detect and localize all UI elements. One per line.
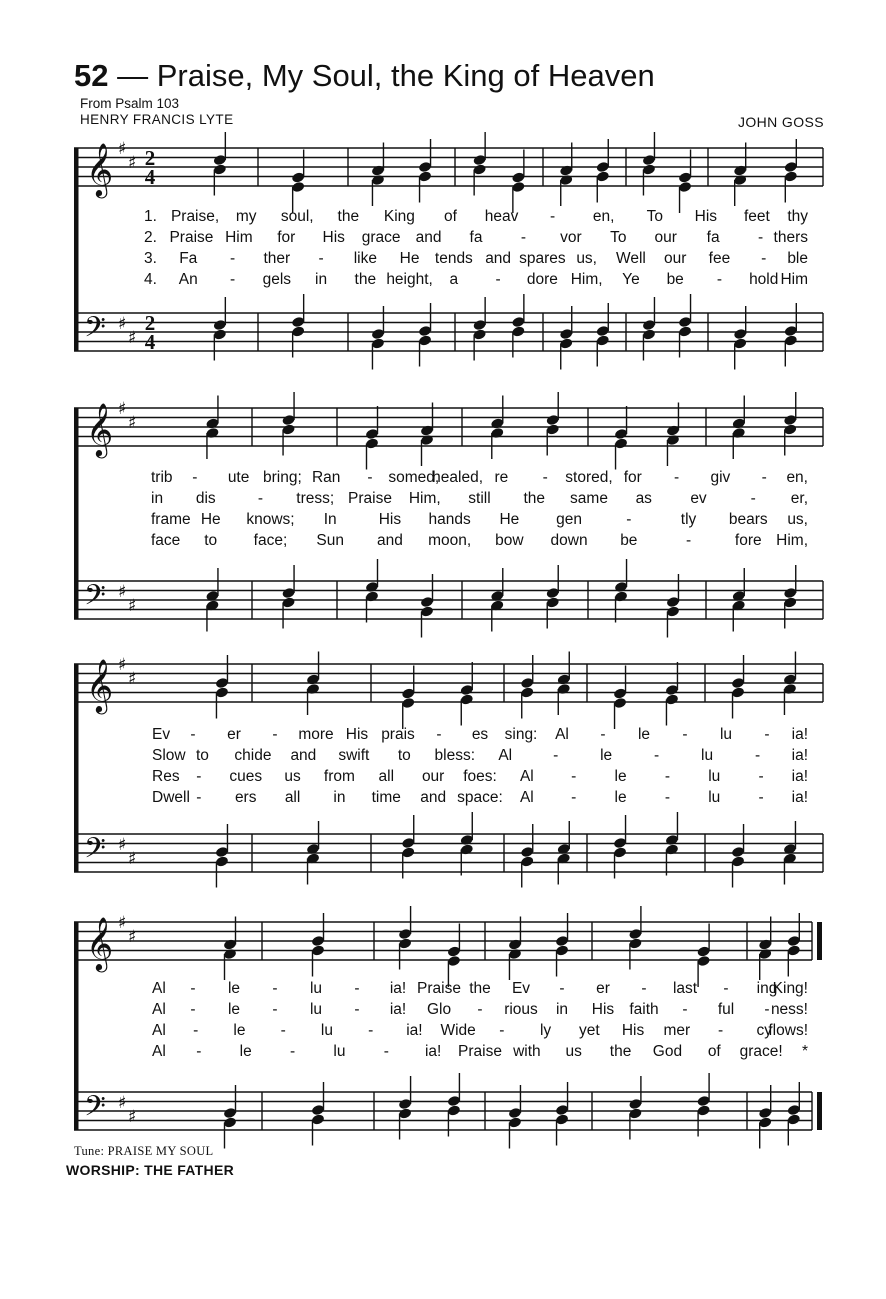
sharp-sign: ♯ <box>118 913 127 933</box>
lyric-syllable: God <box>652 1043 683 1060</box>
lyric-syllable: ia! <box>791 747 808 764</box>
lyric-syllable: heav <box>484 208 519 225</box>
text-author: HENRY FRANCIS LYTE <box>80 112 234 127</box>
lyric-syllable: and <box>415 229 442 246</box>
lyric-syllable: - <box>368 1022 374 1039</box>
lyric-syllable: cues <box>229 768 263 785</box>
lyric-syllable: swift <box>338 747 370 764</box>
lyric-syllable: like <box>353 250 377 267</box>
lyric-syllable: er <box>227 726 241 743</box>
lyric-syllable: the <box>609 1043 632 1060</box>
sharp-sign: ♯ <box>118 139 127 159</box>
lyric-syllable: - <box>761 469 767 486</box>
lyric-syllable: us, <box>576 250 598 267</box>
music-composer: JOHN GOSS <box>737 114 824 130</box>
title-dash: — <box>117 58 149 93</box>
lyric-syllable: ia! <box>424 1043 442 1060</box>
lyric-syllable: Ye <box>622 271 640 288</box>
lyric-syllable: He <box>499 511 520 528</box>
lyric-syllable: - <box>723 980 729 997</box>
lyric-syllable: be <box>666 271 684 288</box>
lyric-syllable: le <box>233 1022 246 1039</box>
lyric-syllable: - <box>280 1022 286 1039</box>
lyric-syllable: - <box>626 511 632 528</box>
lyric-syllable: - <box>764 1001 770 1018</box>
lyric-syllable: - <box>318 250 324 267</box>
lyric-syllable: - <box>654 747 660 764</box>
lyric-syllable: spares <box>519 250 566 267</box>
lyric-syllable: gels <box>262 271 292 288</box>
lyric-syllable: Wide <box>440 1022 476 1039</box>
lyric-syllable: * <box>801 1043 808 1060</box>
lyric-syllable: foes: <box>463 768 497 785</box>
lyric-syllable: - <box>367 469 373 486</box>
lyric-syllable: space: <box>457 789 503 806</box>
sharp-sign: ♯ <box>118 582 127 602</box>
bass-clef: 𝄢 <box>84 832 106 872</box>
lyric-syllable: healed, <box>432 469 484 486</box>
lyric-syllable: Ev <box>511 980 531 997</box>
lyric-syllable: ful <box>717 1001 735 1018</box>
lyric-syllable: tly <box>680 511 697 528</box>
lyric-syllable: er, <box>790 490 808 507</box>
lyric-syllable: dore <box>526 271 558 288</box>
lyric-syllable: Al <box>152 980 166 997</box>
lyric-syllable: lu <box>719 726 733 743</box>
bass-clef: 𝄢 <box>84 579 106 619</box>
sharp-sign: ♯ <box>118 835 127 855</box>
sharp-sign: ♯ <box>128 1107 137 1127</box>
lyric-syllable: down <box>550 532 588 549</box>
lyric-syllable: - <box>758 789 764 806</box>
lyric-syllable: - <box>758 768 764 785</box>
lyric-syllable: 2. <box>144 229 157 246</box>
lyric-syllable: In <box>323 511 337 528</box>
lyric-syllable: His <box>322 229 345 246</box>
lyric-syllable: for <box>623 469 642 486</box>
lyric-syllable: ing <box>756 980 778 997</box>
lyric-syllable: ia! <box>791 789 808 806</box>
lyric-syllable: - <box>542 469 548 486</box>
lyric-syllable: - <box>495 271 501 288</box>
lyric-syllable: ther <box>263 250 291 267</box>
lyric-syllable: Glo <box>426 1001 452 1018</box>
lyric-syllable: to <box>397 747 411 764</box>
lyric-syllable: le <box>614 768 627 785</box>
lyric-syllable: lu <box>309 980 323 997</box>
lyric-syllable: of <box>443 208 457 225</box>
lyric-syllable: vor <box>560 229 582 246</box>
lyric-syllable: - <box>520 229 527 246</box>
lyric-syllable: bring; <box>263 469 302 486</box>
system-4 <box>74 906 822 1149</box>
lyric-syllable: le <box>227 1001 241 1018</box>
sharp-sign: ♯ <box>118 655 127 675</box>
lyric-syllable: - <box>272 1001 278 1018</box>
system-1 <box>74 132 823 370</box>
lyric-syllable: and <box>376 532 403 549</box>
lyric-syllable: en, <box>592 208 615 225</box>
lyric-syllable: giv <box>710 469 731 486</box>
lyric-syllable: ia! <box>389 980 407 997</box>
lyric-syllable: hands <box>428 511 471 528</box>
lyric-syllable: yet <box>578 1022 600 1039</box>
lyric-syllable: - <box>750 490 756 507</box>
lyric-syllable: - <box>192 469 198 486</box>
lyric-syllable: ers <box>234 789 257 806</box>
lyric-syllable: lu <box>708 768 721 785</box>
lyric-syllable: Dwell <box>152 789 190 806</box>
lyric-syllable: frame <box>151 511 191 528</box>
lyric-syllable: - <box>196 768 202 785</box>
lyric-syllable: lu <box>309 1001 323 1018</box>
lyric-syllable: Al <box>152 1022 166 1039</box>
lyric-syllable: ble <box>787 250 808 267</box>
lyric-syllable: thy <box>787 208 808 225</box>
lyric-syllable: - <box>553 747 559 764</box>
time-signature-top: 2 <box>144 311 156 335</box>
lyric-syllable: Him, <box>408 490 441 507</box>
lyric-syllable: Al <box>519 768 534 785</box>
system-bracket <box>74 922 79 1130</box>
lyric-syllable: fa <box>706 229 720 246</box>
lyric-syllable: hold <box>749 271 779 288</box>
lyric-syllable: Al <box>152 1043 166 1060</box>
lyric-syllable: knows; <box>246 511 295 528</box>
lyric-syllable: Fa <box>179 250 198 267</box>
lyric-syllable: le <box>614 789 627 806</box>
system-3 <box>74 652 823 888</box>
system-bracket <box>74 408 79 619</box>
lyric-syllable: dis <box>195 490 216 507</box>
lyric-syllable: moon, <box>428 532 472 549</box>
lyric-syllable: Him <box>225 229 253 246</box>
time-signature-bottom: 4 <box>144 330 156 354</box>
lyric-syllable: lu <box>708 789 721 806</box>
lyric-syllable: ia! <box>791 768 808 785</box>
lyric-syllable: lu <box>701 747 714 764</box>
lyric-syllable: gen <box>556 511 583 528</box>
sharp-sign: ♯ <box>128 413 137 433</box>
lyric-syllable: ia! <box>406 1022 423 1039</box>
lyric-syllable: Him <box>780 271 808 288</box>
lyric-syllable: ia! <box>389 1001 407 1018</box>
lyric-syllable: 4. <box>144 271 157 288</box>
system-bracket <box>74 148 79 351</box>
lyric-syllable: An <box>178 271 198 288</box>
lyric-syllable: er <box>596 980 610 997</box>
sharp-sign: ♯ <box>118 1093 127 1113</box>
lyric-syllable: - <box>190 980 196 997</box>
lyric-syllable: His <box>621 1022 645 1039</box>
lyric-syllable: - <box>717 1022 724 1039</box>
lyric-syllable: sing: <box>504 726 538 743</box>
lyric-syllable: Ev <box>152 726 171 743</box>
lyric-syllable: To <box>646 208 663 225</box>
lyric-syllable: 3. <box>144 250 157 267</box>
lyric-syllable: thers <box>773 229 808 246</box>
lyric-syllable: bow <box>495 532 524 549</box>
lyric-syllable: - <box>499 1022 505 1039</box>
lyric-syllable: - <box>383 1043 389 1060</box>
lyric-syllable: fa <box>469 229 483 246</box>
lyric-syllable: the <box>469 980 491 997</box>
lyric-syllable: us <box>284 768 301 785</box>
lyric-syllable: - <box>600 726 606 743</box>
lyric-syllable: - <box>190 1001 196 1018</box>
lyric-syllable: Ran <box>311 469 341 486</box>
sharp-sign: ♯ <box>128 328 137 348</box>
lyric-syllable: Al <box>498 747 513 764</box>
lyric-syllable: of <box>707 1043 721 1060</box>
lyric-syllable: - <box>477 1001 483 1018</box>
lyric-syllable: 1. <box>144 208 157 225</box>
sharp-sign: ♯ <box>128 927 137 947</box>
lyric-syllable: - <box>229 271 236 288</box>
lyric-syllable: and <box>420 789 447 806</box>
lyric-syllable: Al <box>555 726 569 743</box>
lyric-syllable: soul, <box>280 208 314 225</box>
lyric-syllable: Praise, <box>170 208 220 225</box>
lyric-syllable: all <box>378 768 395 785</box>
lyric-syllable: - <box>571 789 577 806</box>
lyric-syllable: faith <box>629 1001 659 1018</box>
lyric-syllable: Sun <box>316 532 344 549</box>
lyric-syllable: for <box>277 229 296 246</box>
lyric-syllable: with <box>513 1043 541 1060</box>
lyric-syllable: lu <box>333 1043 346 1060</box>
lyric-syllable: the <box>337 208 360 225</box>
lyric-syllable: somed, <box>388 469 440 486</box>
lyric-syllable: - <box>354 980 360 997</box>
lyric-syllable: the <box>354 271 377 288</box>
lyric-syllable: le <box>637 726 651 743</box>
lyric-syllable: our <box>421 768 445 785</box>
lyric-syllable: - <box>716 271 723 288</box>
lyric-syllable: His <box>345 726 369 743</box>
system-2 <box>74 392 823 638</box>
sharp-sign: ♯ <box>128 153 137 173</box>
lyric-syllable: - <box>754 747 761 764</box>
treble-clef: 𝄞 <box>86 142 114 196</box>
lyric-syllable: - <box>757 229 764 246</box>
lyric-syllable: Slow <box>152 747 186 764</box>
lyric-syllable: ute <box>227 469 250 486</box>
lyric-syllable: His <box>378 511 402 528</box>
treble-clef: 𝄞 <box>86 658 114 712</box>
lyric-syllable: - <box>289 1043 296 1060</box>
lyric-syllable: es <box>471 726 489 743</box>
lyric-syllable: ev <box>690 490 707 507</box>
lyric-syllable: ly <box>539 1022 552 1039</box>
lyric-syllable: He <box>200 511 221 528</box>
lyric-syllable: in <box>151 490 164 507</box>
lyric-syllable: - <box>257 490 264 507</box>
lyric-syllable: us <box>565 1043 582 1060</box>
lyric-syllable: be <box>620 532 638 549</box>
lyric-syllable: - <box>664 768 671 785</box>
lyric-syllable: bless: <box>434 747 476 764</box>
lyric-syllable: Praise <box>348 490 392 507</box>
lyric-syllable: - <box>272 726 278 743</box>
lyric-syllable: - <box>550 208 556 225</box>
lyric-syllable: His <box>591 1001 615 1018</box>
lyric-syllable: - <box>193 1022 199 1039</box>
lyric-syllable: face; <box>253 532 288 549</box>
lyric-syllable: and <box>485 250 512 267</box>
lyric-syllable: to <box>195 747 209 764</box>
lyric-syllable: my <box>235 208 257 225</box>
lyric-syllable: more <box>298 726 334 743</box>
final-barline <box>817 922 822 960</box>
lyric-syllable: - <box>685 532 692 549</box>
sharp-sign: ♯ <box>128 596 137 616</box>
lyric-syllable: flows! <box>768 1022 808 1039</box>
lyric-syllable: fore <box>734 532 762 549</box>
lyric-syllable: en, <box>786 469 808 486</box>
lyric-syllable: all <box>284 789 301 806</box>
lyric-syllable: - <box>641 980 647 997</box>
lyric-syllable: from <box>323 768 355 785</box>
lyric-syllable: - <box>761 250 767 267</box>
treble-clef: 𝄞 <box>86 402 114 456</box>
lyric-syllable: time <box>371 789 401 806</box>
lyric-syllable: - <box>664 789 671 806</box>
lyric-syllable: last <box>672 980 698 997</box>
lyric-syllable: us, <box>787 511 808 528</box>
lyric-syllable: Him, <box>776 532 808 549</box>
lyric-syllable: lu <box>320 1022 333 1039</box>
hymn-number: 52 <box>74 58 109 93</box>
lyric-syllable: To <box>610 229 627 246</box>
topical-category: WORSHIP: THE FATHER <box>66 1162 234 1178</box>
sharp-sign: ♯ <box>128 849 137 869</box>
lyric-syllable: - <box>436 726 442 743</box>
lyric-syllable: Res <box>152 768 180 785</box>
lyric-syllable: - <box>571 768 577 785</box>
lyric-syllable: le <box>227 980 241 997</box>
bass-clef: 𝄢 <box>84 1090 106 1130</box>
sharp-sign: ♯ <box>128 669 137 689</box>
lyric-syllable: height, <box>386 271 433 288</box>
lyric-syllable: the <box>523 490 546 507</box>
lyric-syllable: grace <box>361 229 401 246</box>
lyric-syllable: grace! <box>739 1043 783 1060</box>
lyric-syllable: in <box>315 271 328 288</box>
lyric-syllable: chide <box>234 747 272 764</box>
lyric-syllable: Al <box>152 1001 166 1018</box>
lyric-syllable: - <box>354 1001 360 1018</box>
lyric-syllable: - <box>674 469 680 486</box>
lyric-syllable: Praise <box>417 980 461 997</box>
lyric-syllable: Praise <box>458 1043 502 1060</box>
lyric-syllable: in <box>333 789 346 806</box>
lyric-syllable: in <box>555 1001 569 1018</box>
lyric-syllable: a <box>449 271 459 288</box>
lyric-syllable: same <box>570 490 608 507</box>
lyric-syllable: re <box>494 469 509 486</box>
lyric-syllable: ness! <box>770 1001 808 1018</box>
lyric-syllable: - <box>196 1043 202 1060</box>
lyric-syllable: King <box>383 208 415 225</box>
lyric-syllable: His <box>694 208 718 225</box>
sharp-sign: ♯ <box>118 399 127 419</box>
lyric-syllable: He <box>399 250 420 267</box>
lyric-syllable: Al <box>519 789 534 806</box>
lyric-syllable: feet <box>743 208 770 225</box>
lyric-syllable: Praise <box>169 229 214 246</box>
lyric-syllable: to <box>204 532 218 549</box>
lyric-syllable: fee <box>708 250 731 267</box>
system-bracket <box>74 664 79 872</box>
lyric-syllable: cy <box>756 1022 773 1039</box>
lyric-syllable: our <box>654 229 677 246</box>
treble-clef: 𝄞 <box>86 916 114 970</box>
lyric-syllable: - <box>682 726 688 743</box>
lyric-syllable: face <box>151 532 181 549</box>
lyric-syllable: prais <box>381 726 415 743</box>
bass-clef: 𝄢 <box>84 311 106 351</box>
lyric-syllable: King! <box>772 980 808 997</box>
lyric-syllable: - <box>682 1001 688 1018</box>
lyric-syllable: - <box>229 250 236 267</box>
lyric-syllable: le <box>600 747 613 764</box>
lyric-syllable: Well <box>616 250 646 267</box>
lyric-syllable: bears <box>728 511 768 528</box>
time-signature-bottom: 4 <box>144 165 156 189</box>
scripture-source: From Psalm 103 <box>80 96 180 111</box>
lyric-syllable: - <box>196 789 202 806</box>
lyric-syllable: tress; <box>296 490 335 507</box>
lyric-syllable: - <box>272 980 278 997</box>
lyric-syllable: ia! <box>791 726 808 743</box>
lyric-syllable: our <box>663 250 687 267</box>
lyric-syllable: mer <box>663 1022 691 1039</box>
lyric-syllable: - <box>559 980 565 997</box>
lyric-syllable: as <box>635 490 652 507</box>
time-signature-top: 2 <box>144 146 156 170</box>
lyric-syllable: le <box>239 1043 252 1060</box>
lyric-syllable: rious <box>504 1001 538 1018</box>
lyric-syllable: and <box>290 747 317 764</box>
tune-name: Tune: PRAISE MY SOUL <box>74 1144 214 1158</box>
lyric-syllable: trib <box>151 469 173 486</box>
lyric-syllable: - <box>190 726 196 743</box>
hymn-title: Praise, My Soul, the King of Heaven <box>156 58 655 93</box>
final-barline <box>817 1092 822 1130</box>
lyric-syllable: tends <box>434 250 473 267</box>
sharp-sign: ♯ <box>118 314 127 334</box>
lyric-syllable: still <box>468 490 491 507</box>
lyric-syllable: stored, <box>565 469 613 486</box>
lyric-syllable: Him, <box>570 271 603 288</box>
lyric-syllable: - <box>764 726 770 743</box>
